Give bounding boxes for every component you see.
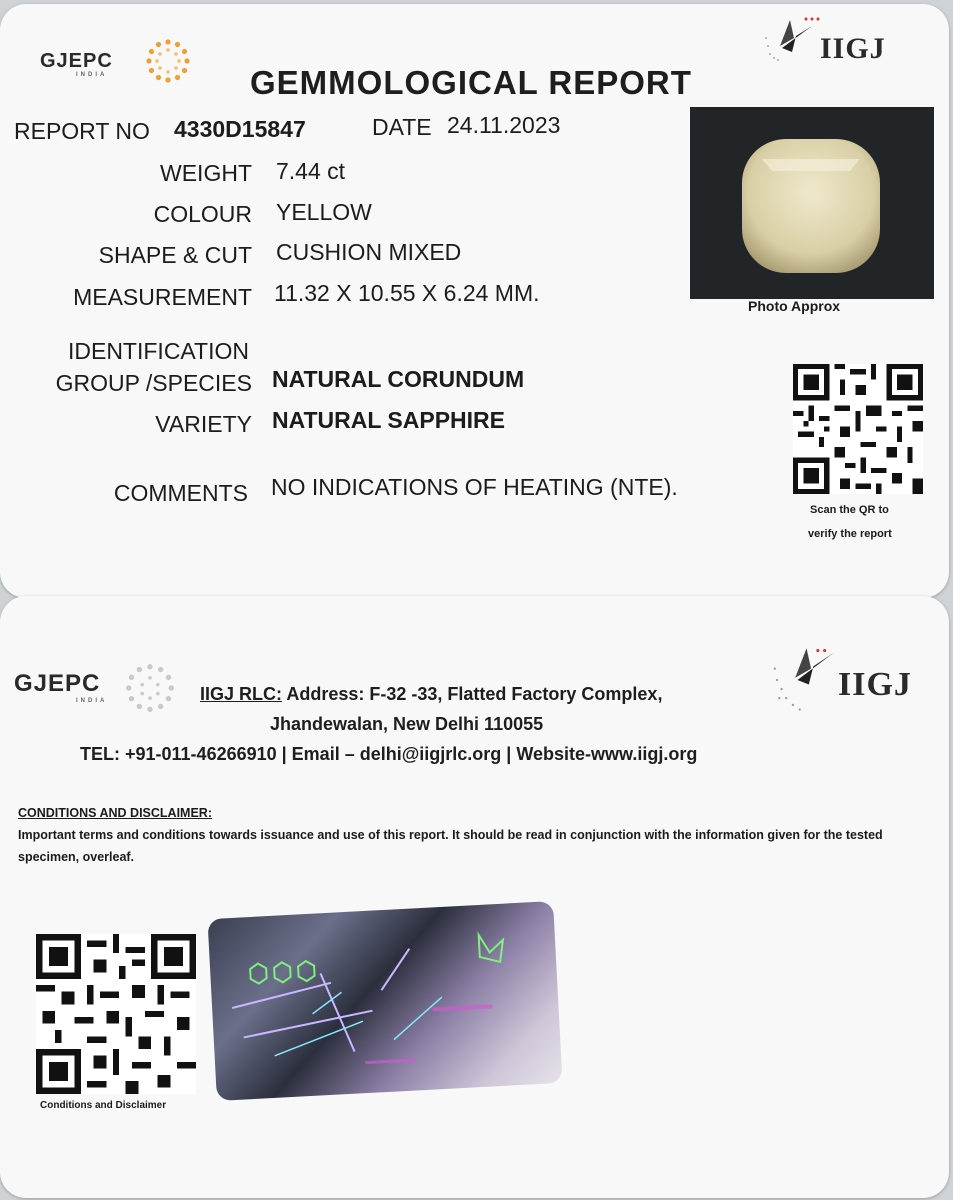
address-line-1 xyxy=(200,684,662,705)
iigj-logo-icon xyxy=(760,16,820,66)
gjepc-logo-text: GJEPC xyxy=(14,670,101,697)
variety-value: NATURAL SAPPHIRE xyxy=(272,407,505,433)
gem-image xyxy=(690,107,934,299)
gem-photo xyxy=(690,107,934,299)
gjepc-logo-icon xyxy=(122,660,178,716)
qr-caption: Conditions and Disclaimer xyxy=(40,1100,167,1111)
date-label: DATE xyxy=(372,114,432,140)
qr-note-line2: verify the report xyxy=(808,528,892,540)
qr-note-line1: Scan the QR to xyxy=(810,504,889,516)
iigj-logo-back xyxy=(768,646,948,726)
report-no-label: REPORT NO xyxy=(14,118,150,144)
measurement-value: 11.32 X 10.55 X 6.24 MM. xyxy=(274,280,540,306)
hologram-pattern xyxy=(207,901,562,1101)
gjepc-logo-text: GJEPC xyxy=(40,50,113,72)
gjepc-logo-icon xyxy=(143,36,193,86)
hologram-sticker xyxy=(207,901,562,1101)
iigj-logo xyxy=(760,16,940,86)
gjepc-logo-subtext: INDIA xyxy=(76,698,108,704)
weight-value: 7.44 ct xyxy=(276,158,346,184)
group-species-value: NATURAL CORUNDUM xyxy=(272,366,525,392)
iigj-logo-text: IIGJ xyxy=(838,666,912,703)
iigj-logo-icon xyxy=(768,646,836,714)
variety-label: VARIETY xyxy=(155,411,252,437)
shape-cut-value: CUSHION MIXED xyxy=(276,239,462,265)
report-title: GEMMOLOGICAL REPORT xyxy=(250,64,692,101)
shape-cut-label: SHAPE & CUT xyxy=(98,242,252,268)
gjepc-logo xyxy=(40,50,113,78)
weight-label: WEIGHT xyxy=(160,160,252,186)
gjepc-logo-back xyxy=(14,670,108,704)
address-line-1-text: Address: F-32 -33, Flatted Factory Complex, xyxy=(282,684,663,704)
qr-code-icon[interactable] xyxy=(36,934,196,1094)
contact-line: TEL: +91-011-46266910 | Email – delhi@iigjrlc.org | Website-www.iigj.org xyxy=(80,744,698,764)
colour-value: YELLOW xyxy=(276,199,372,225)
gjepc-logo-subtext: INDIA xyxy=(76,72,108,78)
report-front-card xyxy=(0,4,949,598)
address-prefix: IIGJ RLC: xyxy=(200,684,283,704)
identification-label: IDENTIFICATION xyxy=(67,338,249,364)
measurement-label: MEASUREMENT xyxy=(73,284,252,310)
colour-label: COLOUR xyxy=(153,201,252,227)
report-no-value: 4330D15847 xyxy=(174,116,306,142)
comments-value: NO INDICATIONS OF HEATING (NTE). xyxy=(271,474,678,500)
iigj-logo-text: IIGJ xyxy=(820,32,886,65)
conditions-text: Important terms and conditions towards issuance and use of this report. It should be read in conjunction with the information given for the tested specimen, overleaf. xyxy=(18,828,883,864)
group-species-label: GROUP /SPECIES xyxy=(55,370,252,396)
photo-caption: Photo Approx xyxy=(748,298,841,314)
conditions-title: CONDITIONS AND DISCLAIMER: xyxy=(18,806,212,820)
comments-label: COMMENTS xyxy=(113,480,248,506)
address-line-2: Jhandewalan, New Delhi 110055 xyxy=(270,714,544,734)
report-back-card xyxy=(0,596,949,1198)
date-value: 24.11.2023 xyxy=(447,112,561,138)
qr-code-icon[interactable] xyxy=(793,364,923,494)
